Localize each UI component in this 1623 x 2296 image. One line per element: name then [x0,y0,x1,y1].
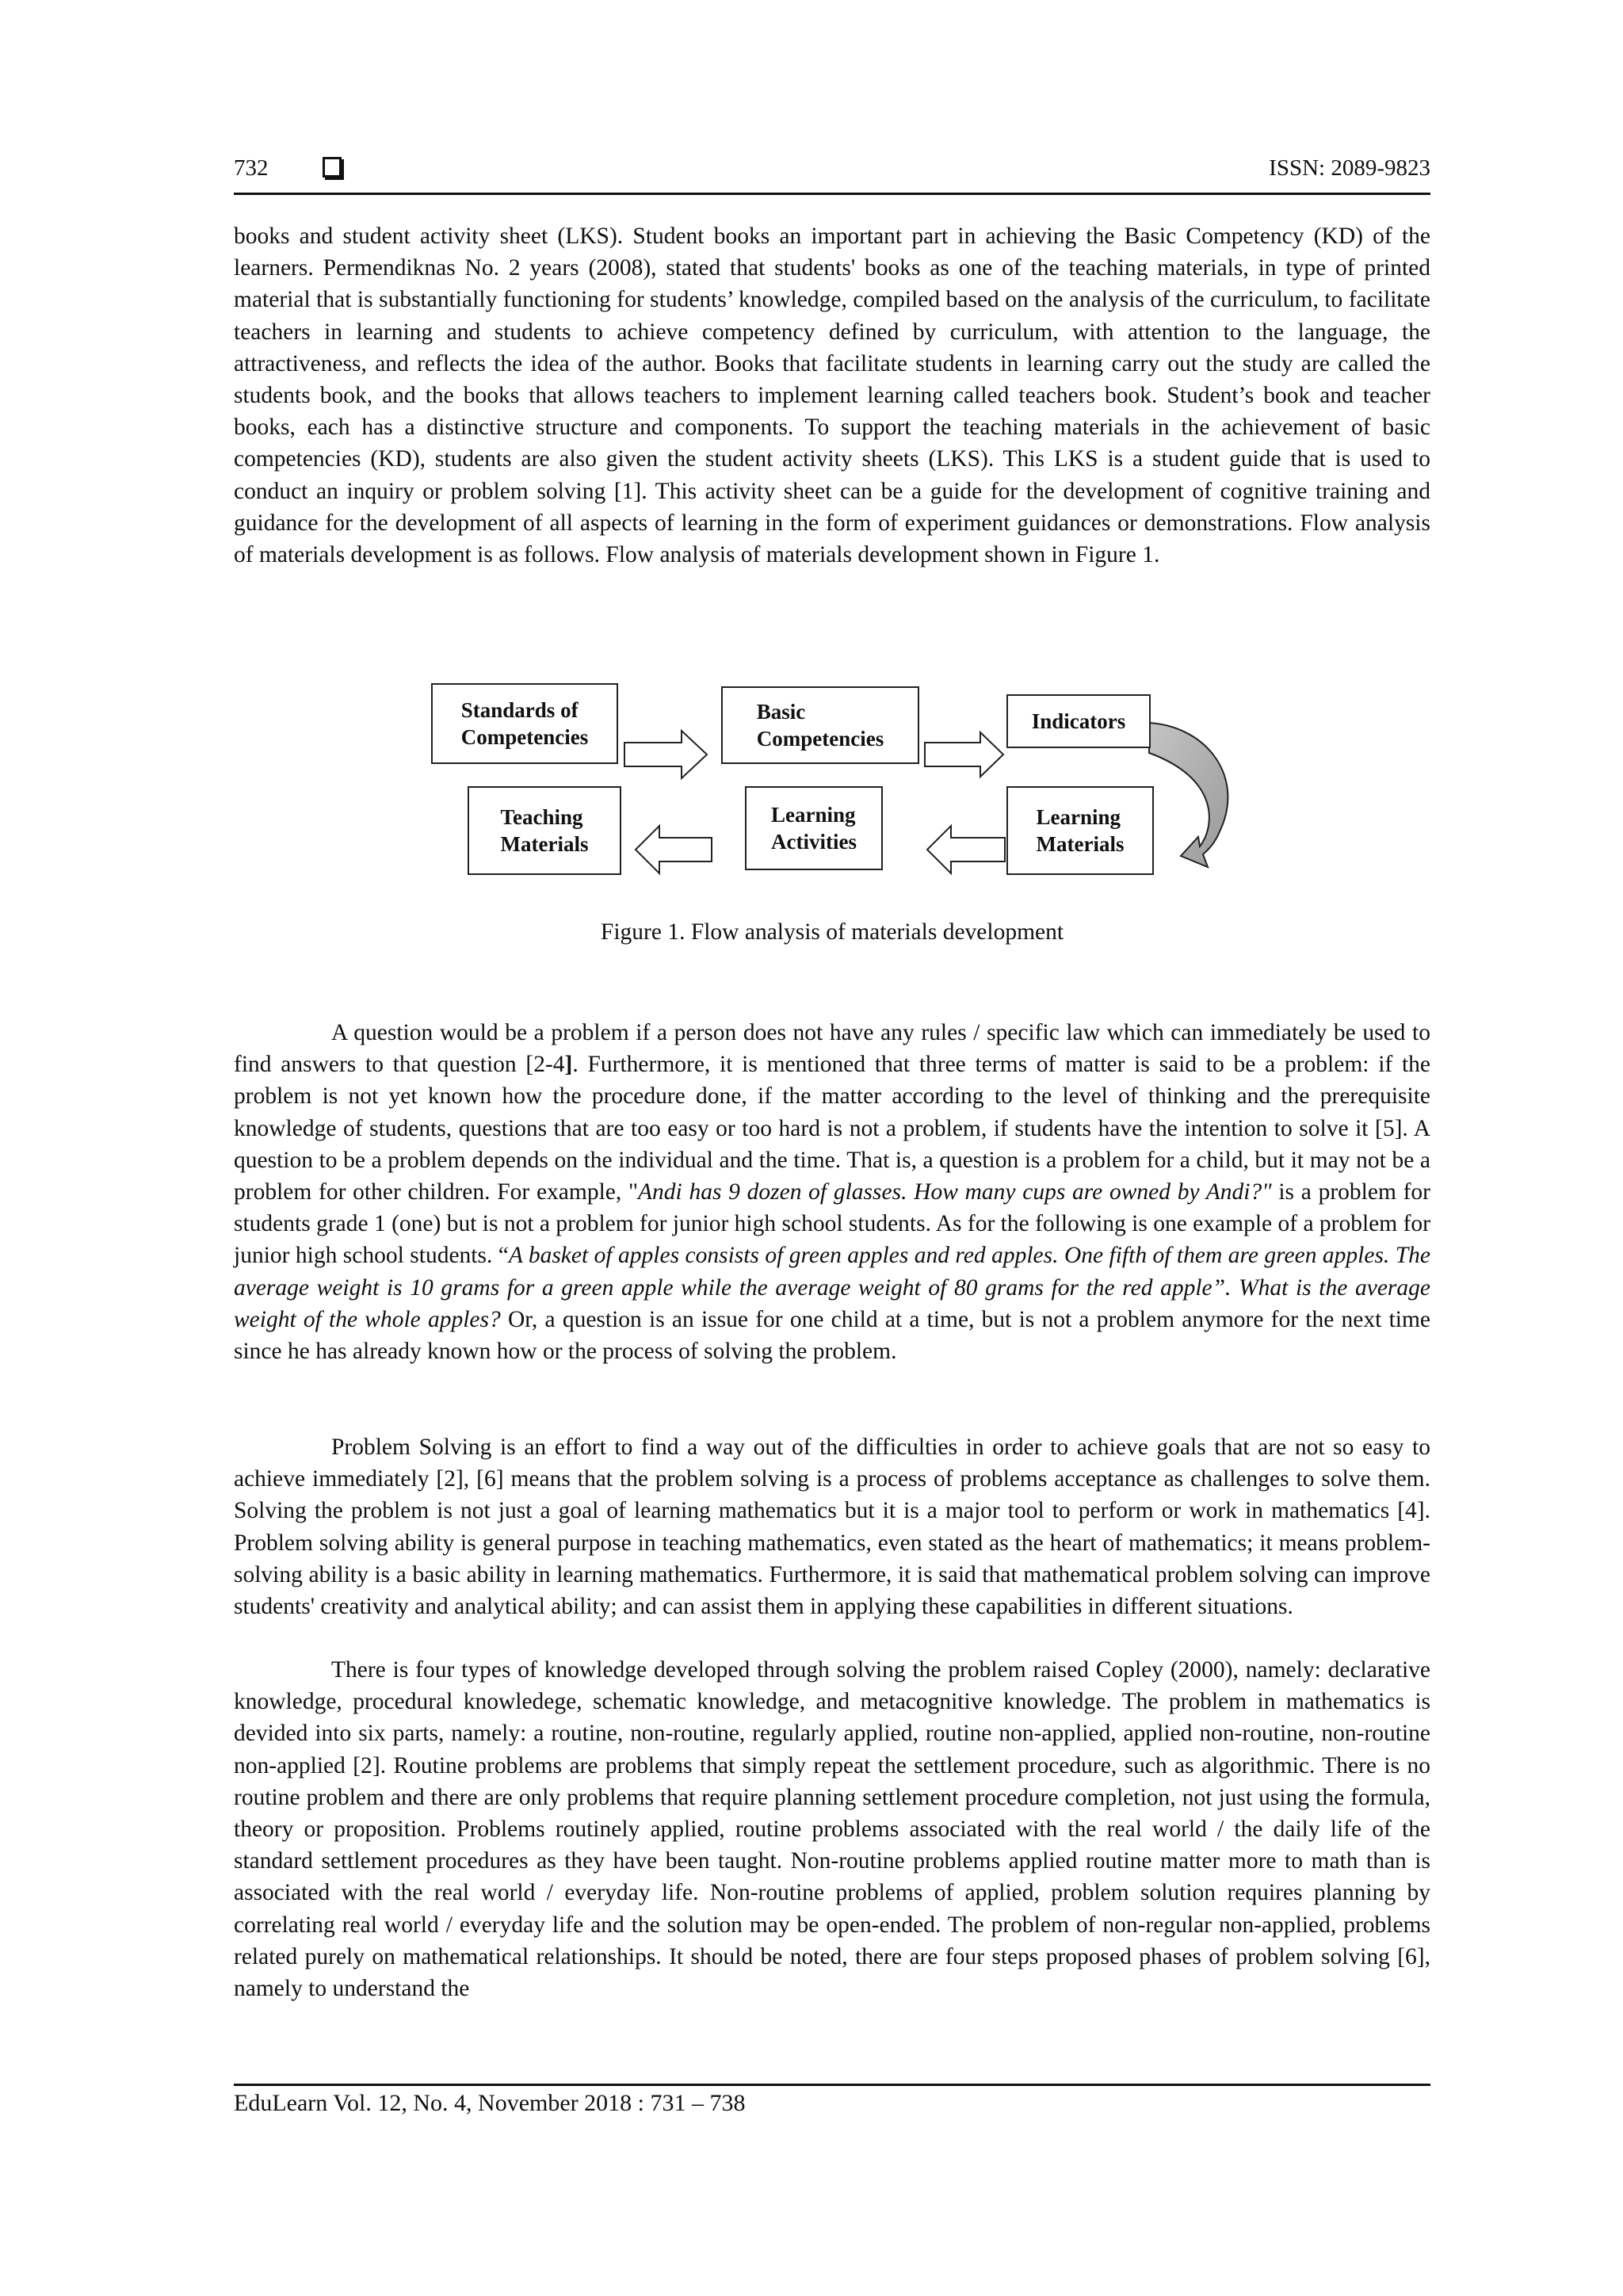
box-learning-materials: Learning Materials [1006,786,1154,875]
page-header [234,155,1430,195]
box-basic-competencies: Basic Competencies [721,686,919,764]
arrow-left-1 [927,826,1005,873]
checkbox-square-icon [323,157,342,178]
page-number: 732 [234,155,269,181]
figure-flow-diagram [420,683,1244,889]
paragraph-problem-solving: Problem Solving is an effort to find a way out of the difficulties in order to achieve goals that are not so easy to achieve immediately [2], [6] means that the problem solving is a process of problems acceptance as challenges to solve them. Solving the problem is not just a goal of learning mathematics but it is a major tool to perform or work in mathematics [4]. Problem solving ability is general purpose in teaching mathematics, even stated as the heart of mathematics; it means problem-solving ability is a basic ability in learning mathematics. Furthermore, it is said that mathematical problem solving can improve students' creativity and analytical ability; and can assist them in applying these capabilities in different situations. [234,1435,1430,1620]
issn-label: ISSN: 2089-9823 [1269,155,1430,181]
arrow-right-1 [624,731,707,778]
arrow-right-2 [925,732,1003,777]
curved-arrow [1149,723,1228,867]
box-standards-of-competencies: Standards of Competencies [431,683,618,764]
box-learning-activities: Learning Activities [745,786,883,870]
arrow-left-2 [636,826,712,873]
footer-divider [234,2084,1430,2086]
paragraph-knowledge-types: There is four types of knowledge developed through solving the problem raised Copley (2000), namely: declarative knowledge, procedural knowledege, schematic knowledge, and metacognitive knowledge. The problem in mathematics is devided into six parts, namely: a routine, non-routine, regularly applied, routine non-applied, applied non-routine, non-routine non-applied [2]. Routine problems are problems that simply repeat the settlement procedure, such as algorithmic. There is no routine problem and there are only problems that require planning settlement procedure completion, not just using the formula, theory or proposition. Problems routinely applied, routine problems associated with the real world / the daily life of the standard settlement procedures as they have been taught. Non-routine problems applied routine matter more to math than is associated with the real world / everyday life. Non-routine problems of applied, problem solution requires planning by correlating real world / everyday life and the solution may be open-ended. The problem of non-regular non-applied, problems related purely on mathematical relationships. It should be noted, there are four steps proposed phases of problem solving [6], namely to understand the [234,1657,1430,2002]
journal-footer: EduLearn Vol. 12, No. 4, November 2018 : 731 – 738 [234,2090,746,2116]
header-divider [234,193,1430,195]
figure-caption: Figure 1. Flow analysis of materials development [600,919,1064,945]
paragraph-question-problem: A question would be a problem if a person does not have any rules / specific law which can immediately be used to find answers to that question [2-4]. Furthermore, it is mentioned that three terms of matter is said to be a problem: if the problem is not yet known how the procedure done, if the matter according to the level of thinking and the prerequisite knowledge of students, questions that are too easy or too hard is not a problem, if students have the intention to solve it [5]. A question to be a problem depends on the individual and the time. That is, a question is a problem for a child, but it may not be a problem for other children. For example, "Andi has 9 dozen of glasses. How many cups are owned by Andi?" is a problem for students grade 1 (one) but is not a problem for junior high school students. As for the following is one example of a problem for junior high school students. “A basket of apples consists of green apples and red apples. One fifth of them are green apples. The average weight is 10 grams for a green apple while the average weight of 80 grams for the red apple”. What is the average weight of the whole apples? Or, a question is an issue for one child at a time, but is not a problem anymore for the next time since he has already known how or the process of solving the problem. [234,1020,1431,1365]
box-teaching-materials: Teaching Materials [468,786,621,875]
box-indicators: Indicators [1006,694,1151,748]
paragraph-lks-intro: books and student activity sheet (LKS). Student books an important part in achieving the Basic Competency (KD) of the learners. Permendiknas No. 2 years (2008), stated that students' books as one of the teaching materials, in type of printed material that is substantially functioning for students’ knowledge, compiled based on the analysis of the curriculum, to facilitate teachers in learning and students to achieve competency defined by curriculum, with attention to the language, the attractiveness, and reflects the idea of the author. Books that facilitate students in learning carry out the study are called the students book, and the books that allows teachers to implement learning called teachers book. Student’s book and teacher books, each has a distinctive structure and components. To support the teaching materials in the achievement of basic competencies (KD), students are also given the student activity sheets (LKS). This LKS is a student guide that is used to conduct an inquiry or problem solving [1]. This activity sheet can be a guide for the development of cognitive training and guidance for the development of all aspects of learning in the form of experiment guidances or demonstrations. Flow analysis of materials development is as follows. Flow analysis of materials development shown in Figure 1. [234,223,1430,568]
